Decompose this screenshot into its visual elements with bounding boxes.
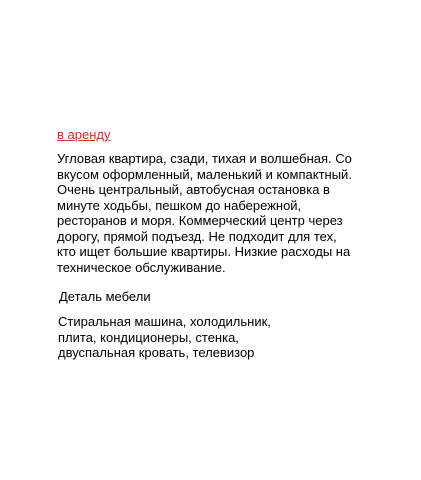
furniture-heading: Деталь мебели: [59, 289, 151, 304]
listing-description: Угловая квартира, сзади, тихая и волшебная. Со вкусом оформленный, маленький и компактный. Очень центральный, автобусная остановка в минуте ходьбы, пешком до набережной, ресторанов и моря. Коммерческий центр через дорогу, прямой подъезд. Не подходит для тех, кто ищет большие квартиры. Низкие расходы на техническое обслуживание.: [57, 151, 352, 275]
rent-link[interactable]: в аренду: [57, 127, 111, 142]
furniture-list: Стиральная машина, холодильник, плита, кондиционеры, стенка, двуспальная кровать, телевизор: [58, 314, 271, 360]
listing-section: [57, 126, 357, 361]
